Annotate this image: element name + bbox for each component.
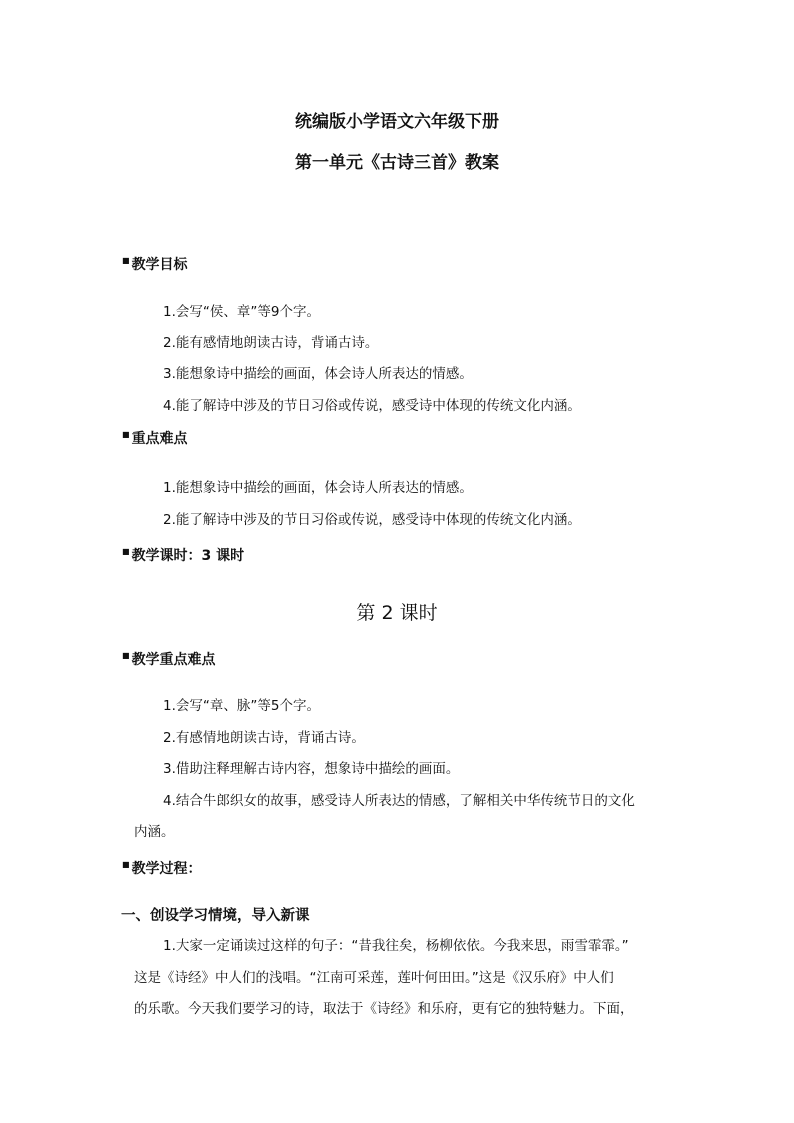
bullet-icon: ■ (122, 256, 130, 266)
document-title-line-1: 统编版小学语文六年级下册 (295, 112, 499, 132)
section-heading-key-points-text: 重点难点 (131, 431, 188, 447)
section-heading-goals (122, 254, 188, 274)
section-heading-goals-text: 教学目标 (131, 257, 188, 273)
goal-item: 4.能了解诗中涉及的节日习俗或传说，感受诗中体现的传统文化内涵。 (163, 398, 581, 414)
lesson-key-item: 1.会写“章、脉”等5个字。 (163, 698, 320, 714)
section-heading-hours (122, 545, 244, 565)
section-heading-key-points (122, 428, 188, 448)
bullet-icon: ■ (122, 651, 130, 661)
document-title-line-2: 第一单元《古诗三首》教案 (295, 153, 499, 173)
section-heading-lesson-key (122, 649, 216, 669)
section-heading-process (122, 858, 202, 878)
body-paragraph-line: 1.大家一定诵读过这样的句子：“昔我往矣，杨柳依依。今我来思，雨雪霏霏。” (163, 938, 629, 954)
lesson-key-item: 4.结合牛郎织女的故事，感受诗人所表达的情感，了解相关中华传统节日的文化 (163, 793, 635, 809)
section-heading-hours-text: 教学课时：3 课时 (131, 548, 245, 564)
body-paragraph-line: 的乐歌。今天我们要学习的诗，取法于《诗经》和乐府，更有它的独特魅力。下面， (134, 1001, 634, 1017)
part1-heading: 一、创设学习情境，导入新课 (121, 908, 310, 924)
bullet-icon: ■ (122, 547, 130, 557)
key-point-item: 1.能想象诗中描绘的画面，体会诗人所表达的情感。 (163, 480, 473, 496)
bullet-icon: ■ (122, 430, 130, 440)
goal-item: 1.会写“侯、章”等9个字。 (163, 304, 320, 320)
lesson-key-item-continued: 内涵。 (134, 824, 175, 840)
body-paragraph-line: 这是《诗经》中人们的浅唱。“江南可采莲，莲叶何田田。”这是《汉乐府》中人们 (134, 970, 614, 986)
lesson-key-item: 2.有感情地朗读古诗，背诵古诗。 (163, 730, 365, 746)
bullet-icon: ■ (122, 860, 130, 870)
goal-item: 2.能有感情地朗读古诗，背诵古诗。 (163, 335, 379, 351)
lesson-title: 第 2 课时 (356, 602, 438, 624)
lesson-key-item: 3.借助注释理解古诗内容，想象诗中描绘的画面。 (163, 761, 460, 777)
section-heading-lesson-key-text: 教学重点难点 (131, 652, 216, 668)
section-heading-process-text: 教学过程： (131, 861, 202, 877)
goal-item: 3.能想象诗中描绘的画面，体会诗人所表达的情感。 (163, 366, 473, 382)
key-point-item: 2.能了解诗中涉及的节日习俗或传说，感受诗中体现的传统文化内涵。 (163, 512, 581, 528)
